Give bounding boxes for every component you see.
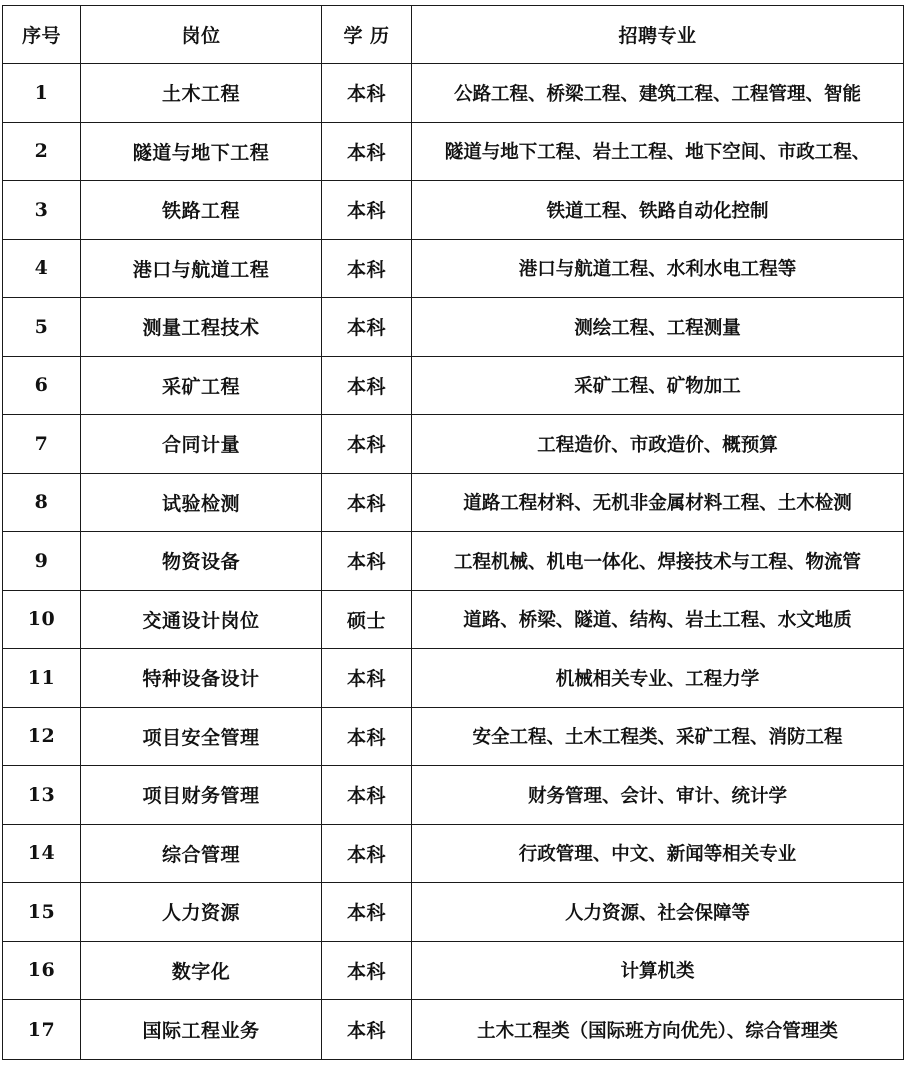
header-degree: 学 历 <box>322 6 412 64</box>
table-row <box>3 181 904 240</box>
table-row <box>3 824 904 883</box>
row-position: 综合管理 <box>81 824 322 883</box>
row-position: 特种设备设计 <box>81 649 322 708</box>
table-row <box>3 415 904 474</box>
row-index: 13 <box>3 766 81 825</box>
table-body <box>3 64 904 1060</box>
row-index: 9 <box>3 532 81 591</box>
row-index: 2 <box>3 122 81 181</box>
row-position: 测量工程技术 <box>81 298 322 357</box>
row-index: 1 <box>3 64 81 123</box>
table-row <box>3 766 904 825</box>
row-index: 15 <box>3 883 81 942</box>
row-position: 铁路工程 <box>81 181 322 240</box>
row-degree: 本科 <box>322 1000 412 1060</box>
row-majors: 道路、桥梁、隧道、结构、岩土工程、水文地质 <box>412 590 904 649</box>
row-degree: 本科 <box>322 181 412 240</box>
row-position: 港口与航道工程 <box>81 239 322 298</box>
row-index: 3 <box>3 181 81 240</box>
row-majors: 采矿工程、矿物加工 <box>412 356 904 415</box>
row-majors: 安全工程、土木工程类、采矿工程、消防工程 <box>412 707 904 766</box>
row-majors: 土木工程类（国际班方向优先）、综合管理类 <box>412 1000 904 1060</box>
row-majors: 机械相关专业、工程力学 <box>412 649 904 708</box>
row-degree: 本科 <box>322 532 412 591</box>
row-degree: 本科 <box>322 356 412 415</box>
row-position: 数字化 <box>81 941 322 1000</box>
row-majors: 工程机械、机电一体化、焊接技术与工程、物流管 <box>412 532 904 591</box>
row-degree: 本科 <box>322 64 412 123</box>
header-index: 序号 <box>3 6 81 64</box>
row-index: 4 <box>3 239 81 298</box>
row-degree: 本科 <box>322 883 412 942</box>
row-degree: 本科 <box>322 239 412 298</box>
header-row <box>3 6 904 64</box>
row-degree: 本科 <box>322 122 412 181</box>
table-row <box>3 590 904 649</box>
row-majors: 行政管理、中文、新闻等相关专业 <box>412 824 904 883</box>
recruitment-table-container <box>2 5 904 1060</box>
row-majors: 道路工程材料、无机非金属材料工程、土木检测 <box>412 473 904 532</box>
row-degree: 本科 <box>322 707 412 766</box>
row-majors: 计算机类 <box>412 941 904 1000</box>
row-index: 12 <box>3 707 81 766</box>
row-position: 交通设计岗位 <box>81 590 322 649</box>
table-header <box>3 6 904 64</box>
row-position: 物资设备 <box>81 532 322 591</box>
row-index: 16 <box>3 941 81 1000</box>
row-index: 11 <box>3 649 81 708</box>
row-degree: 本科 <box>322 298 412 357</box>
row-index: 14 <box>3 824 81 883</box>
table-row <box>3 473 904 532</box>
row-position: 项目财务管理 <box>81 766 322 825</box>
row-position: 土木工程 <box>81 64 322 123</box>
row-position: 采矿工程 <box>81 356 322 415</box>
recruitment-table <box>2 5 904 1060</box>
row-position: 项目安全管理 <box>81 707 322 766</box>
row-index: 5 <box>3 298 81 357</box>
table-row <box>3 941 904 1000</box>
row-degree: 本科 <box>322 415 412 474</box>
row-degree: 本科 <box>322 473 412 532</box>
table-row <box>3 883 904 942</box>
row-position: 合同计量 <box>81 415 322 474</box>
table-row <box>3 707 904 766</box>
table-row <box>3 239 904 298</box>
row-degree: 本科 <box>322 941 412 1000</box>
table-row <box>3 1000 904 1060</box>
header-position: 岗位 <box>81 6 322 64</box>
row-majors: 工程造价、市政造价、概预算 <box>412 415 904 474</box>
row-index: 8 <box>3 473 81 532</box>
table-row <box>3 532 904 591</box>
row-majors: 财务管理、会计、审计、统计学 <box>412 766 904 825</box>
row-index: 7 <box>3 415 81 474</box>
table-row <box>3 298 904 357</box>
table-row <box>3 122 904 181</box>
row-index: 6 <box>3 356 81 415</box>
row-majors: 铁道工程、铁路自动化控制 <box>412 181 904 240</box>
row-position: 试验检测 <box>81 473 322 532</box>
row-majors: 测绘工程、工程测量 <box>412 298 904 357</box>
row-position: 国际工程业务 <box>81 1000 322 1060</box>
table-row <box>3 356 904 415</box>
row-index: 10 <box>3 590 81 649</box>
table-row <box>3 649 904 708</box>
row-degree: 本科 <box>322 649 412 708</box>
row-majors: 人力资源、社会保障等 <box>412 883 904 942</box>
row-majors: 港口与航道工程、水利水电工程等 <box>412 239 904 298</box>
row-position: 人力资源 <box>81 883 322 942</box>
row-majors: 隧道与地下工程、岩土工程、地下空间、市政工程、 <box>412 122 904 181</box>
row-degree: 硕士 <box>322 590 412 649</box>
row-degree: 本科 <box>322 766 412 825</box>
row-majors: 公路工程、桥梁工程、建筑工程、工程管理、智能 <box>412 64 904 123</box>
row-position: 隧道与地下工程 <box>81 122 322 181</box>
header-majors: 招聘专业 <box>412 6 904 64</box>
row-degree: 本科 <box>322 824 412 883</box>
row-index: 17 <box>3 1000 81 1060</box>
table-row <box>3 64 904 123</box>
